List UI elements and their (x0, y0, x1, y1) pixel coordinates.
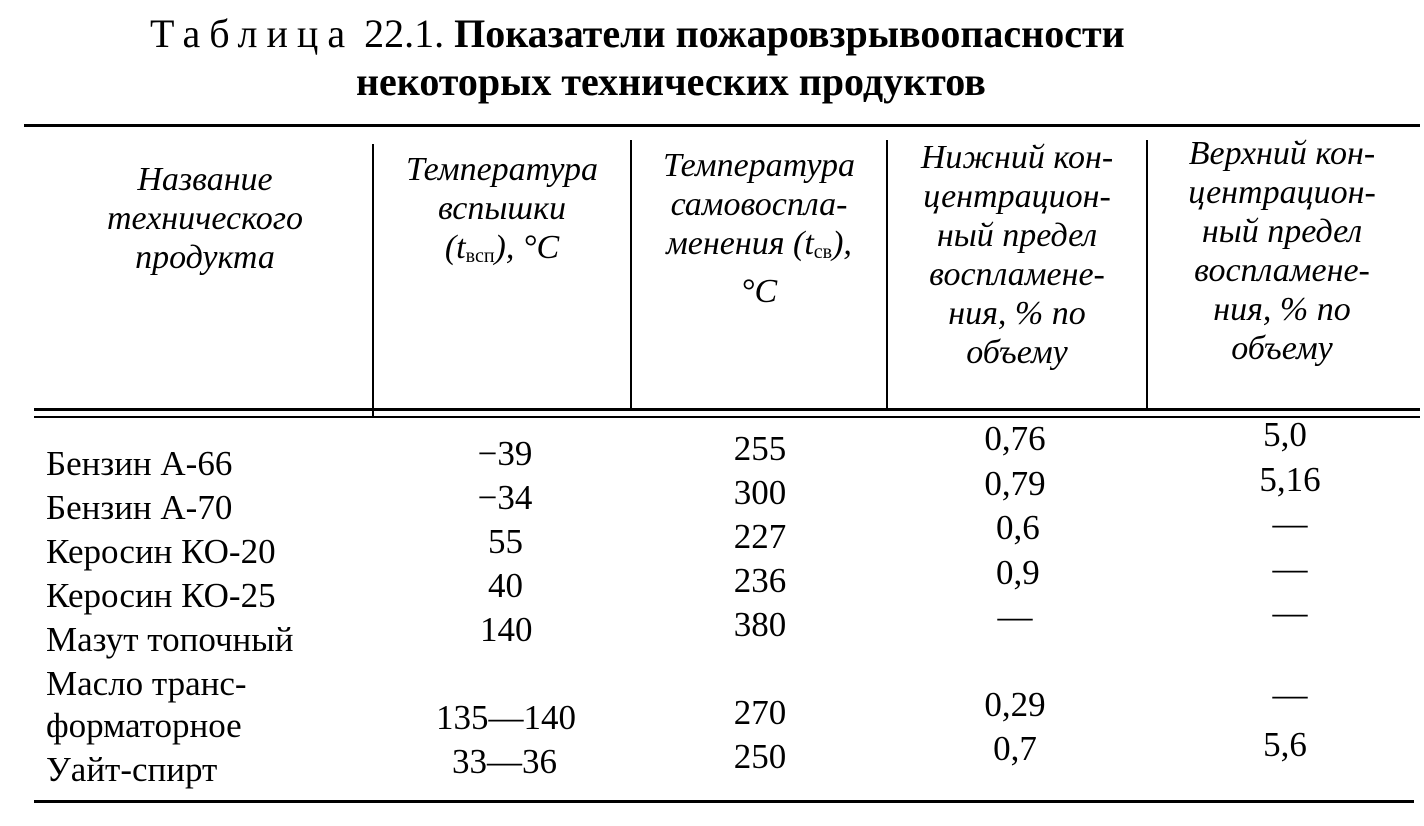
row-4-auto: 236 (733, 561, 787, 600)
header-autoignition-temp: Температура самовоспла- менения $(t_{св})$, °C (662, 147, 856, 310)
row-2-upper: 5,16 (1259, 460, 1321, 499)
table-title-text: Показатели пожаровзрывоопасности (454, 11, 1125, 56)
header-upper-limit: Верхний кон- центрацион- ный предел воспламене- ния, % по объему (1188, 135, 1376, 367)
row-2-lower: 0,79 (984, 464, 1046, 503)
table-title-line2: некоторых технических продуктов (356, 59, 986, 104)
row-6-flash: 135—140 (436, 698, 576, 737)
header-flash-temp: Температура вспышки $(t_{всп})$, °C (405, 151, 599, 267)
row-6-upper: — (1272, 675, 1308, 714)
row-4-name: Керосин КО-25 (46, 576, 276, 615)
table-label: Таблица (150, 11, 355, 56)
column-divider-2 (630, 140, 632, 410)
header-product: Название технического продукта (107, 161, 303, 276)
row-2-name: Бензин А-70 (46, 488, 233, 527)
row-7-auto: 250 (733, 737, 787, 776)
top-rule (24, 124, 1420, 127)
row-1-upper: 5,0 (1263, 415, 1307, 454)
column-divider-4 (1146, 140, 1148, 410)
row-7-lower: 0,7 (993, 729, 1037, 768)
row-5-name: Мазут топочный (46, 620, 294, 659)
row-1-lower: 0,76 (984, 419, 1046, 458)
row-5-auto: 380 (733, 605, 787, 644)
row-5-flash: 140 (480, 610, 533, 649)
row-4-upper: — (1272, 549, 1308, 588)
column-divider-1 (372, 144, 374, 416)
table-number: 22.1. (364, 11, 445, 56)
row-5-upper: — (1272, 593, 1308, 632)
row-4-flash: 40 (488, 566, 523, 605)
row-3-upper: — (1272, 504, 1308, 543)
row-6-auto: 270 (733, 693, 787, 732)
row-1-auto: 255 (733, 429, 787, 468)
row-5-lower: — (997, 597, 1033, 636)
row-1-name: Бензин А-66 (46, 444, 233, 483)
row-3-auto: 227 (733, 517, 787, 556)
row-7-flash: 33—36 (452, 742, 557, 781)
row-7-upper: 5,6 (1263, 725, 1307, 764)
row-6-name-line1: Масло транс- (46, 664, 247, 703)
row-2-auto: 300 (733, 473, 787, 512)
row-6-name-line2: форматорное (46, 706, 242, 745)
row-1-flash: −39 (477, 434, 533, 473)
row-3-flash: 55 (488, 522, 523, 561)
row-7-name: Уайт-спирт (46, 750, 218, 789)
header-lower-limit: Нижний кон- центрацион- ный предел воспламене- ния, % по объему (920, 139, 1114, 371)
bottom-rule (34, 800, 1414, 803)
row-6-lower: 0,29 (984, 685, 1046, 724)
row-4-lower: 0,9 (996, 553, 1040, 592)
row-2-flash: −34 (477, 478, 533, 517)
row-3-name: Керосин КО-20 (46, 532, 276, 571)
row-3-lower: 0,6 (996, 508, 1040, 547)
table-title-line1 (150, 12, 1424, 56)
column-divider-3 (886, 140, 888, 410)
